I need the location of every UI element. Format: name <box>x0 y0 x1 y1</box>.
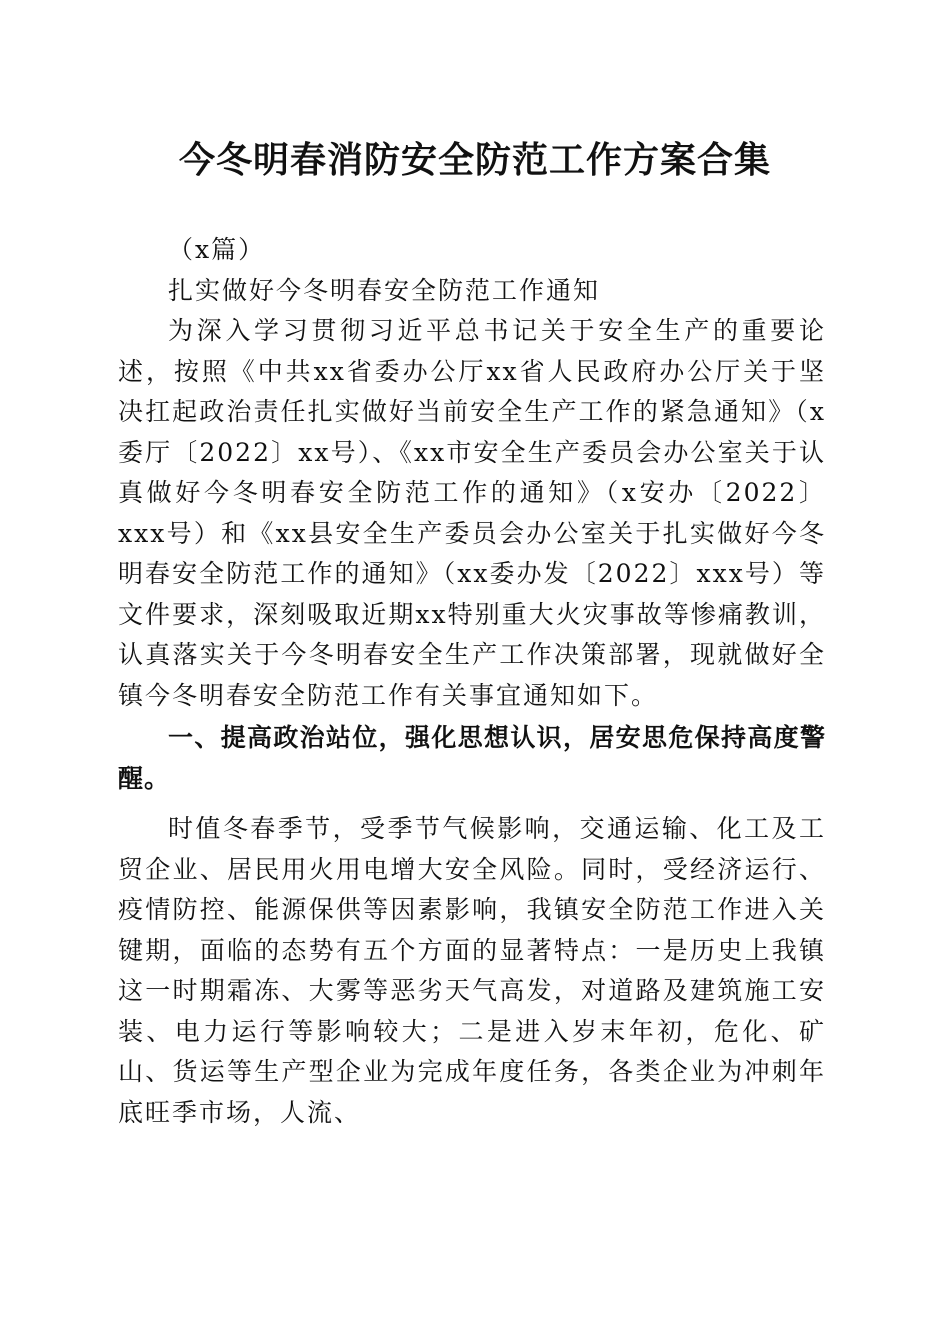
section-heading-1: 一、提高政治站位，强化思想认识，居安思危保持高度警醒。 <box>118 723 826 793</box>
body-paragraph: 时值冬春季节，受季节气候影响，交通运输、化工及工贸企业、居民用火用电增大安全风险。同时，受经济运行、疫情防控、能源保供等因素影响，我镇安全防范工作进入关键期，面临的态势有五个方面的显著特点：一是历史上我镇这一时期霜冻、大雾等恶劣天气高发，对道路及建筑施工安装、电力运行等影响较大；二是进入岁末年初，危化、矿山、货运等生产型企业为完成年度任务，各类企业为冲刺年底旺季市场，人流、 <box>118 814 826 1127</box>
intro-paragraph: 为深入学习贯彻习近平总书记关于安全生产的重要论述，按照《中共xx省委办公厅xx省人民政府办公厅关于坚决扛起政治责任扎实做好当前安全生产工作的紧急通知》（x委厅〔2022〕xx号）、《xx市安全生产委员会办公室关于认真做好今冬明春安全防范工作的通知》（x安办〔2022〕xxx号）和《xx县安全生产委员会办公室关于扎实做好今冬明春安全防范工作的通知》（xx委办发〔2022〕xxx号）等文件要求，深刻吸取近期xx特别重大火灾事故等惨痛教训，认真落实关于今冬明春安全生产工作决策部署，现就做好全镇今冬明春安全防范工作有关事宜通知如下。 <box>118 316 826 710</box>
document-title: 今冬明春消防安全防范工作方案合集 <box>178 139 771 181</box>
notice-subtitle: 扎实做好今冬明春安全防范工作通知 <box>168 275 601 305</box>
section-label: （x篇） <box>168 235 266 264</box>
document-body <box>118 230 826 1133</box>
